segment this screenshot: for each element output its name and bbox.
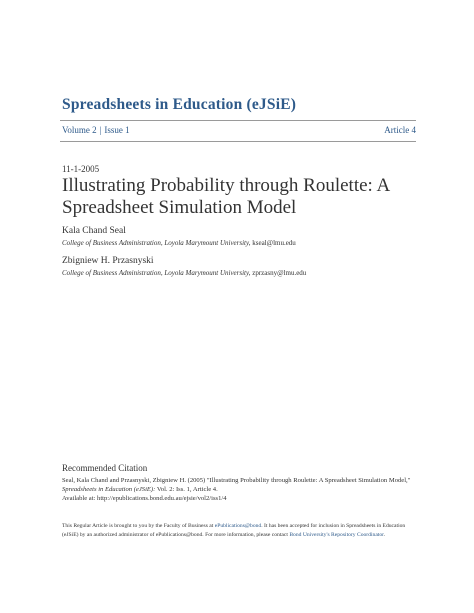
repository-coordinator-link[interactable]: Bond University's Repository Coordinator <box>289 531 384 538</box>
footer-text-2: . It has been accepted for inclusion in Spreadsheets in Education (eJSiE) by an authorized administrator of ePublications@bond. For more information, please contact <box>62 523 406 538</box>
footer-text-3: . <box>383 531 386 538</box>
volume-link[interactable]: Volume 2 <box>62 125 97 135</box>
epublications-link[interactable]: ePublications@bond <box>214 523 262 529</box>
affiliation-text: College of Business Administration, Loyola Marymount University, <box>62 239 251 247</box>
affiliation-text: College of Business Administration, Loyola Marymount University, <box>62 269 251 277</box>
footer-text-1: This Regular Article is brought to you by the Faculty of Business at <box>62 523 214 529</box>
journal-title[interactable]: Spreadsheets in Education (eJSiE) <box>62 96 297 113</box>
article-title: Illustrating Probability through Roulette: A Spreadsheet Simulation Model <box>62 175 390 218</box>
author-name: Zbigniew H. Przasnyski <box>62 256 154 266</box>
citation-text <box>62 476 418 503</box>
author-affiliation <box>62 269 306 277</box>
header-rule-bottom <box>60 141 416 142</box>
author-email[interactable]: kseal@lmu.edu <box>252 239 296 247</box>
article-number-link[interactable]: Article 4 <box>384 125 416 135</box>
publication-date: 11-1-2005 <box>62 164 100 174</box>
recommended-citation-heading: Recommended Citation <box>62 463 148 473</box>
issue-link[interactable]: Issue 1 <box>104 125 130 135</box>
volume-issue-line <box>62 125 130 135</box>
citation-volume: Vol. 2: Iss. 1, Article 4. <box>156 486 218 493</box>
volume-issue-separator: | <box>99 125 102 135</box>
author-email[interactable]: zprzasny@lmu.edu <box>252 269 307 277</box>
author-affiliation <box>62 239 296 247</box>
footer-notice <box>62 522 418 539</box>
citation-journal: Spreadsheets in Education (eJSiE): <box>62 486 156 493</box>
author-name: Kala Chand Seal <box>62 226 126 236</box>
header-rule-top <box>60 120 416 121</box>
citation-available-url[interactable]: Available at: http://epublications.bond.edu.au/ejsie/vol2/iss1/4 <box>62 495 227 502</box>
citation-authors-title: Seal, Kala Chand and Przasnyski, Zbigniew H. (2005) "Illustrating Probability through Roulette: A Spreadsheet Simulation Model," <box>62 477 411 484</box>
